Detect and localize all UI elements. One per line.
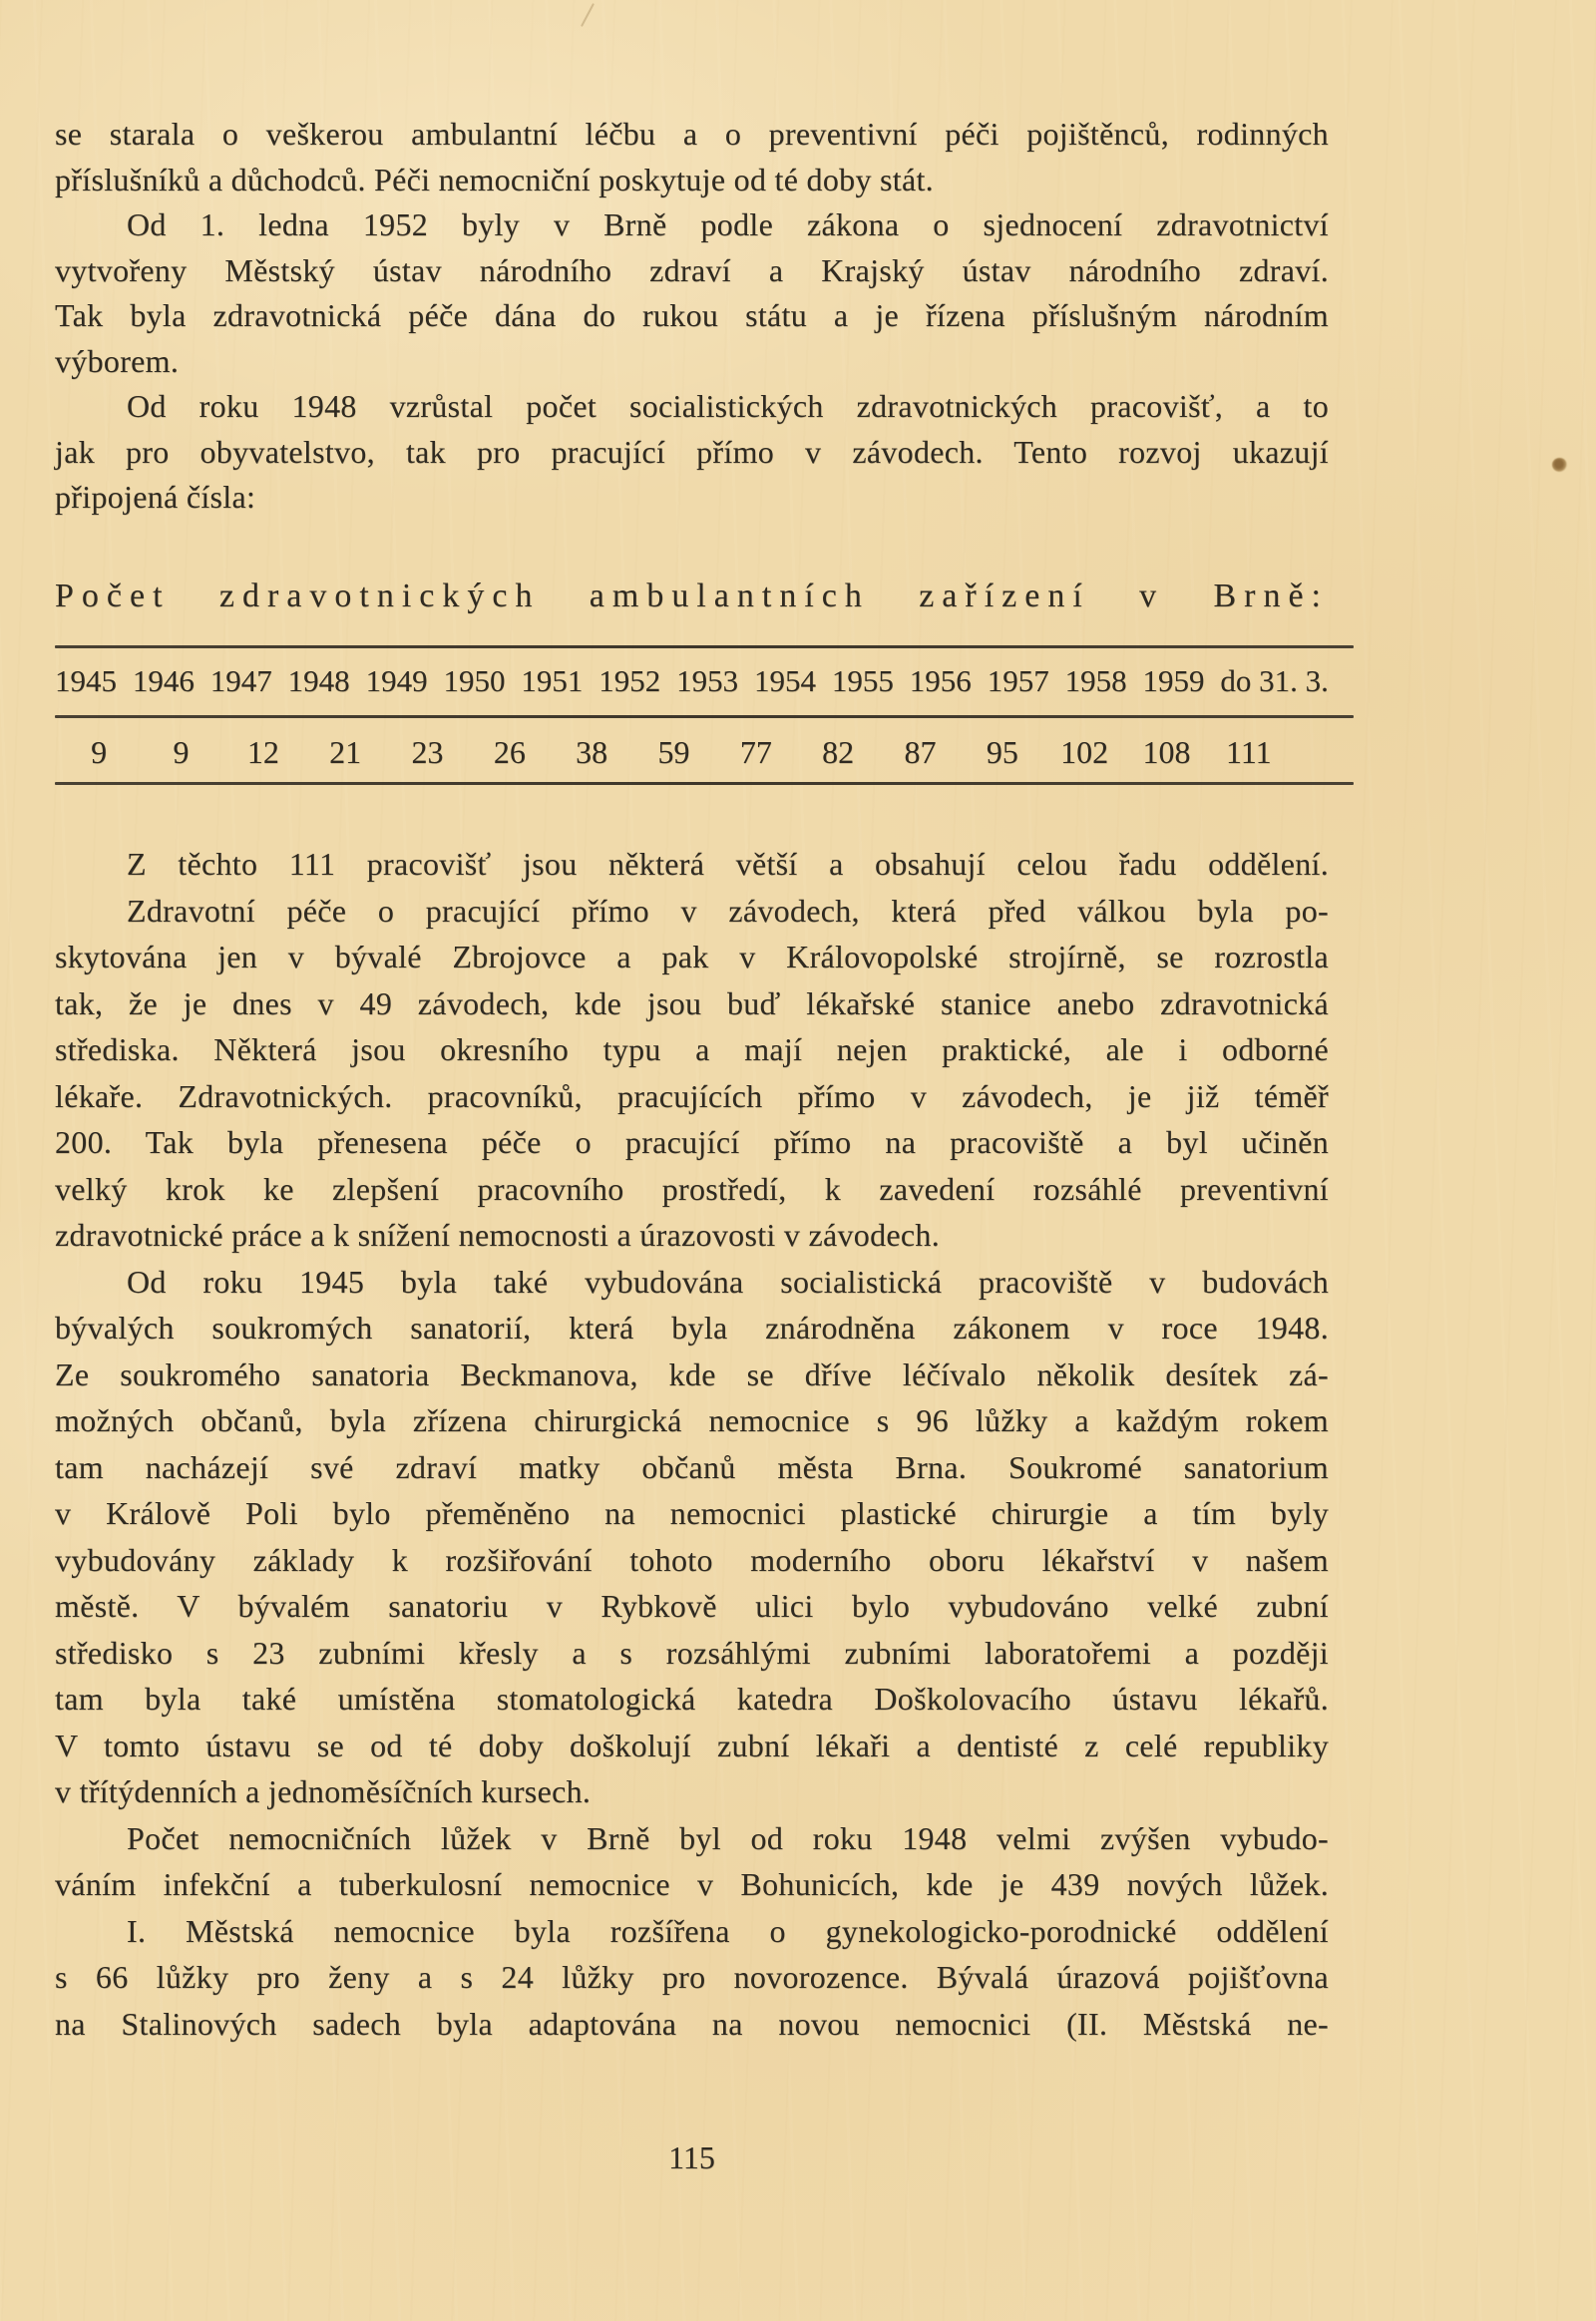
table-year: 1956 [909, 663, 972, 698]
table-year: 1955 [831, 663, 894, 698]
text-line: V tomto ústavu se od té doby doškolují zubní lékaři a dentisté z celé republiky [55, 1727, 1329, 1763]
paper-ink-fleck [1552, 458, 1567, 472]
text-line: jak pro obyvatelstvo, tak pro pracující přímo v závodech. Tento rozvoj ukazují [55, 433, 1329, 470]
table-value: 82 [822, 734, 855, 770]
table-value: 38 [576, 734, 608, 770]
text-line: připojená čísla: [55, 479, 256, 515]
text-line: s 66 lůžky pro ženy a s 24 lůžky pro novorozence. Bývalá úrazová pojišťovna [55, 1959, 1329, 1995]
table-value: 9 [173, 734, 190, 770]
text-line: velký krok ke zlepšení pracovního prostředí, k zavedení rozsáhlé preventivní [55, 1170, 1329, 1207]
table-value: 21 [329, 734, 362, 770]
text-line: Od roku 1948 vzrůstal počet socialistických zdravotnických pracovišť, a to [127, 388, 1329, 424]
text-line: Od 1. ledna 1952 byly v Brně podle zákona o sjednocení zdravotnictví [127, 206, 1329, 242]
text-line: Počet nemocničních lůžek v Brně byl od roku 1948 velmi zvýšen vybudo- [127, 1819, 1329, 1856]
table-year: 1945 [55, 663, 117, 698]
text-line: zdravotnické práce a k snížení nemocnosti a úrazovosti v závodech. [55, 1217, 941, 1253]
table-rule-bottom [55, 782, 1354, 785]
text-line: Zdravotní péče o pracující přímo v závodech, která před válkou byla po- [127, 892, 1329, 929]
table-rule-top [55, 645, 1354, 648]
text-line: Z těchto 111 pracovišť jsou některá větší a obsahují celou řadu oddělení. [127, 846, 1329, 882]
table-year: 1946 [132, 663, 195, 698]
table-value: 95 [986, 734, 1018, 770]
table-year: 1953 [676, 663, 739, 698]
table-value: 9 [91, 734, 108, 770]
paper-scratch-mark [581, 3, 595, 27]
text-line: příslušníků a důchodců. Péči nemocniční poskytuje od té doby stát. [55, 161, 934, 197]
table-value: 102 [1060, 734, 1109, 770]
text-line: I. Městská nemocnice byla rozšířena o gynekologicko-porodnické oddělení [127, 1912, 1329, 1949]
table-rule-middle [55, 715, 1354, 718]
text-line: středisko s 23 zubními křesly a s rozsáhlými zubními laboratořemi a později [55, 1634, 1329, 1671]
text-line: možných občanů, byla zřízena chirurgická nemocnice s 96 lůžky a každým rokem [55, 1402, 1329, 1438]
text-line: lékaře. Zdravotnických. pracovníků, pracujících přímo v závodech, je již téměř [55, 1077, 1329, 1114]
table-year: 1958 [1064, 663, 1127, 698]
text-line: tam byla také umístěna stomatologická katedra Doškolovacího ústavu lékařů. [55, 1681, 1329, 1717]
table-value: 12 [246, 734, 279, 770]
text-line: Od roku 1945 byla také vybudována socialistická pracoviště v budovách [127, 1263, 1329, 1300]
table-value: 77 [739, 734, 772, 770]
page-number: 115 [668, 2139, 715, 2175]
table-year: 1949 [365, 663, 428, 698]
table-year: 1959 [1142, 663, 1205, 698]
text-line: tam nacházejí své zdraví matky občanů města Brna. Soukromé sanatorium [55, 1448, 1329, 1485]
paragraph-block-top [55, 112, 1329, 521]
table-heading: Počet zdravotnických ambulantních zařízení v Brně: [55, 578, 1329, 614]
table-year: 1948 [287, 663, 350, 698]
text-line: na Stalinových sadech byla adaptována na novou nemocnici (II. Městská ne- [55, 2005, 1329, 2042]
table-year: 1957 [987, 663, 1049, 698]
table-header-row [55, 664, 1329, 698]
table-year: 1954 [754, 663, 817, 698]
table-value-row [58, 735, 1290, 769]
text-line: vytvořeny Městský ústav národního zdraví a Krajský ústav národního zdraví. [55, 251, 1329, 288]
table-value: 111 [1226, 734, 1272, 770]
table-value: 59 [657, 734, 690, 770]
text-line: bývalých soukromých sanatorií, která byla znárodněna zákonem v roce 1948. [55, 1310, 1329, 1346]
table-value: 23 [411, 734, 444, 770]
table-value: 108 [1142, 734, 1191, 770]
text-line: výborem. [55, 342, 180, 379]
text-line: tak, že je dnes v 49 závodech, kde jsou buď lékařské stanice anebo zdravotnická [55, 984, 1329, 1021]
text-line: Tak byla zdravotnická péče dána do rukou státu a je řízena příslušným národním [55, 297, 1329, 333]
text-line: Ze soukromého sanatoria Beckmanova, kde se dříve léčívalo několik desítek zá- [55, 1355, 1329, 1392]
text-line: střediska. Některá jsou okresního typu a mají nejen praktické, ale i odborné [55, 1031, 1329, 1067]
table-year: 1952 [598, 663, 661, 698]
table-year: 1951 [521, 663, 584, 698]
text-line: v třítýdenních a jednoměsíčních kursech. [55, 1773, 592, 1809]
text-line: vybudovány základy k rozšiřování tohoto moderního oboru lékařství v našem [55, 1541, 1329, 1578]
paragraph-block-main [55, 841, 1329, 2047]
table-year: 1947 [209, 663, 272, 698]
table-year: 1950 [443, 663, 506, 698]
text-line: skytována jen v bývalé Zbrojovce a pak v Královopolské strojírně, se rozrostla [55, 939, 1329, 974]
table-header-note: do 31. 3. [1220, 663, 1329, 698]
text-line: se starala o veškerou ambulantní léčbu a o preventivní péči pojištěnců, rodinných [55, 116, 1329, 152]
text-line: městě. V bývalém sanatoriu v Rybkově ulici bylo vybudováno velké zubní [55, 1588, 1329, 1624]
table-value: 26 [493, 734, 526, 770]
text-line: 200. Tak byla přenesena péče o pracující přímo na pracoviště a byl učiněn [55, 1124, 1329, 1160]
text-line: v Králově Poli bylo přeměněno na nemocnici plastické chirurgie a tím byly [55, 1495, 1329, 1531]
text-line: váním infekční a tuberkulosní nemocnice v Bohunicích, kde je 439 nových lůžek. [55, 1866, 1329, 1902]
table-value: 87 [904, 734, 937, 770]
